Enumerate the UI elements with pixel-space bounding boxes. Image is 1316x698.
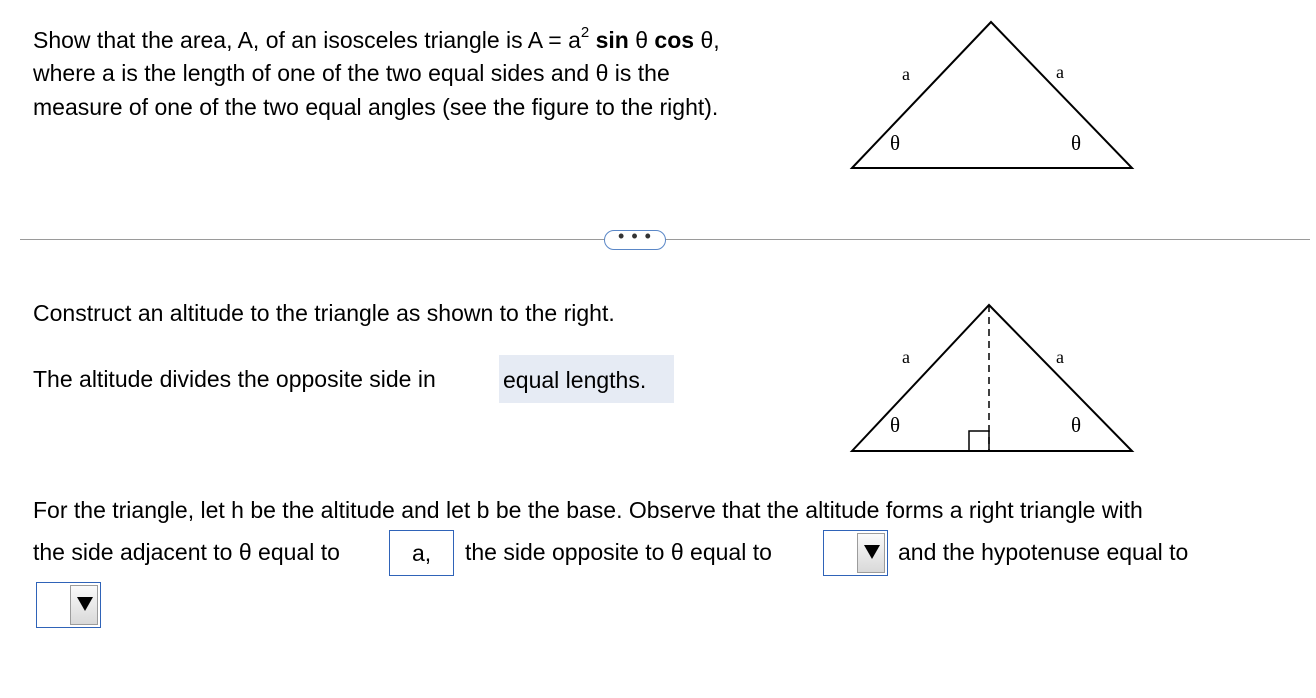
angle-label-right: θ — [1071, 131, 1082, 155]
dropdown-arrow-icon[interactable] — [70, 585, 98, 625]
adjacent-label: the side adjacent to θ equal to — [33, 539, 340, 565]
problem-line-3: measure of one of the two equal angles (see the figure to the right). — [33, 94, 719, 120]
angle-label-right-2: θ — [1071, 413, 1082, 437]
dropdown-arrow-icon[interactable] — [857, 533, 885, 573]
problem-text-prefix: Show that the area, A, of an isosceles triangle is A = a — [33, 27, 581, 53]
side-label-left-2: a — [902, 347, 910, 367]
step-instruction: Construct an altitude to the triangle as shown to the right. — [33, 300, 615, 326]
problem-line-1 — [33, 24, 720, 56]
show-more-button[interactable]: • • • — [604, 230, 666, 250]
problem-line-2: where a is the length of one of the two equal sides and θ is the — [33, 60, 670, 86]
adjacent-answer-field[interactable] — [389, 530, 454, 576]
question-line-1: For the triangle, let h be the altitude and let b be the base. Observe that the altitude forms a right triangle with — [33, 497, 1143, 523]
side-label-right-2: a — [1056, 347, 1064, 367]
cos-label: cos — [654, 27, 695, 53]
triangle-figure — [845, 15, 1140, 175]
step-sentence: The altitude divides the opposite side in — [33, 366, 436, 392]
opposite-label: the side opposite to θ equal to — [465, 539, 772, 565]
answer-equal-lengths: equal lengths. — [499, 355, 674, 403]
exponent: 2 — [580, 24, 590, 42]
hypotenuse-dropdown[interactable] — [36, 582, 101, 628]
side-label-right: a — [1056, 62, 1064, 82]
angle-label-left-2: θ — [890, 413, 901, 437]
right-angle-marker — [969, 431, 989, 451]
sin-label: sin — [595, 27, 629, 53]
angle-label-left: θ — [890, 131, 901, 155]
theta-2: θ, — [694, 27, 720, 53]
altitude-triangle-figure — [845, 298, 1140, 458]
side-label-left: a — [902, 64, 910, 84]
opposite-dropdown[interactable] — [823, 530, 888, 576]
hypotenuse-label: and the hypotenuse equal to — [898, 539, 1189, 565]
theta-1: θ — [628, 27, 655, 53]
adjacent-answer-value: a, — [412, 540, 432, 566]
